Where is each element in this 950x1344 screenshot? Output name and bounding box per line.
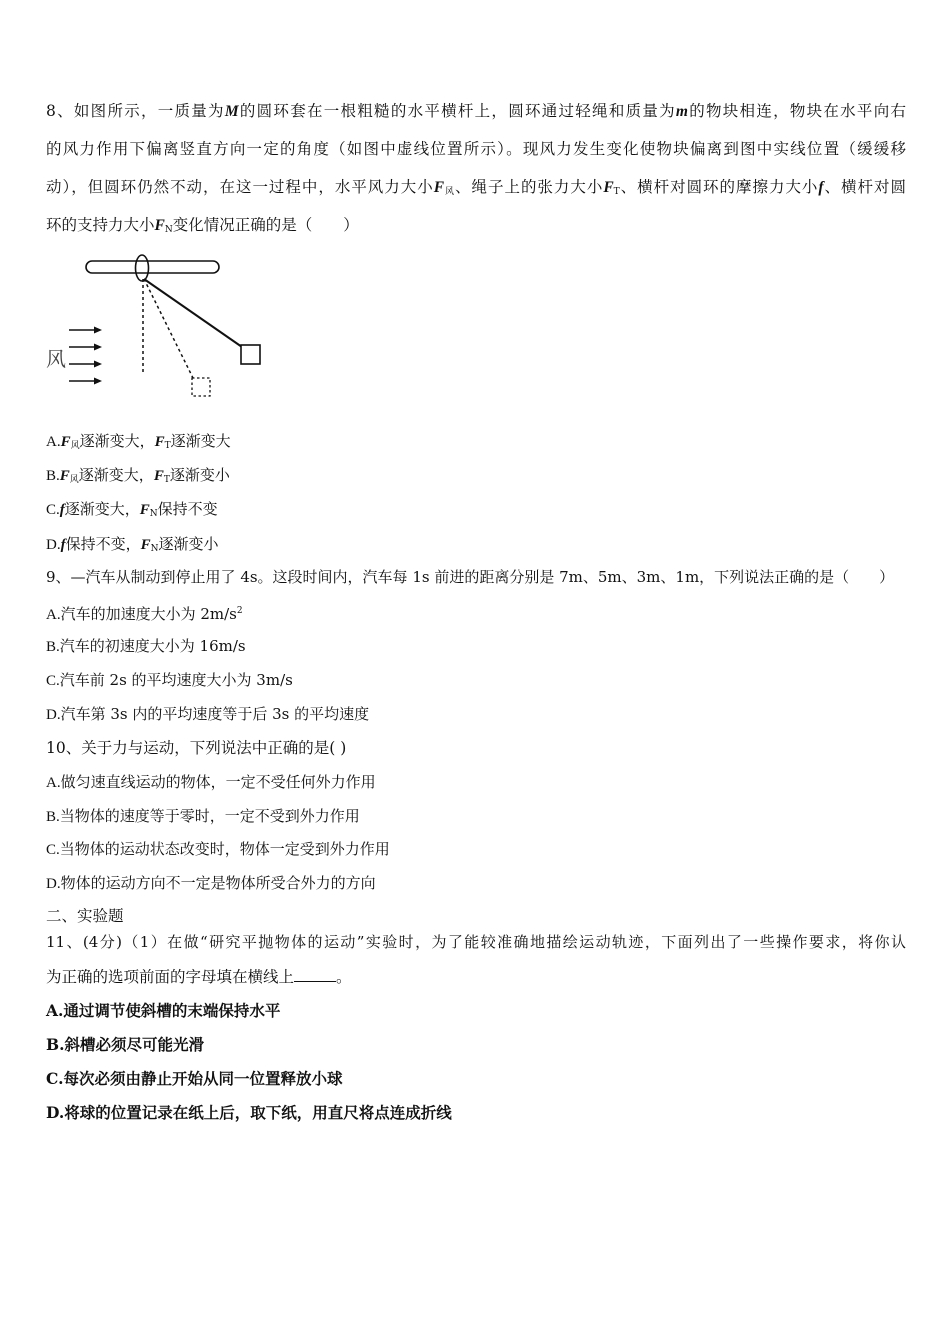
q8-figure (40, 252, 280, 410)
q9-option-a: A.汽车的加速度大小为 $2m/s^2$ (46, 605, 243, 623)
q8-option-b: $B.F_风$逐渐变大，$F_T$逐渐变小 (46, 466, 230, 485)
var-M: M (224, 103, 239, 120)
q11-option-c: C.每次必须由静止开始从同一位置释放小球 (46, 1069, 343, 1088)
wind-arrows (69, 327, 102, 385)
q9-option-b: B.汽车的初速度大小为 16m/s (46, 637, 246, 655)
q10-option-a: A.做匀速直线运动的物体，一定不受任何外力作用 (46, 773, 376, 791)
solid-block (241, 345, 260, 364)
q10-option-c: C.当物体的运动状态改变时，物体一定受到外力作用 (46, 840, 390, 858)
section-title-experiment: 二、实验题 (46, 907, 124, 925)
dashed-block (192, 378, 210, 396)
q9-option-d: D.汽车第 3s 内的平均速度等于后 3s 的平均速度 (46, 705, 370, 723)
q11-option-a: A.通过调节使斜槽的末端保持水平 (46, 1001, 281, 1020)
q8-option-c: C.f逐渐变大，$F_N$保持不变 (46, 500, 218, 519)
q10-option-d: D.物体的运动方向不一定是物体所受合外力的方向 (46, 874, 376, 892)
q8-option-d: D.f保持不变，$F_N$逐渐变小 (46, 535, 219, 554)
q8-stem-line-2: 的风力作用下偏离竖直方向一定的角度（如图中虚线位置所示）。现风力发生变化使物块偏离到图中实线位置（缓缓移 (46, 140, 906, 158)
q8-option-a: $A.F_风$逐渐变大，$F_T$逐渐变大 (46, 432, 231, 451)
q11-stem-line-1: 11、(4分)（1）在做“研究平抛物体的运动”实验时，为了能较准确地描绘运动轨迹，下面列出了一些操作要求，将你认 (46, 933, 906, 951)
ring (136, 255, 149, 281)
q10-stem: 10、关于力与运动，下列说法中正确的是( ) (46, 739, 347, 757)
q9-stem: 9、—汽车从制动到停止用了 4s。这段时间内，汽车每 1s 前进的距离分别是 7m、5m、3m、1m，下列说法正确的是（ ） (46, 568, 895, 586)
q11-stem-line-2: 为正确的选项前面的字母填在横线上 。 (46, 968, 352, 986)
horizontal-rod (86, 261, 219, 273)
q10-option-b: B.当物体的速度等于零时，一定不受到外力作用 (46, 807, 360, 825)
q11-option-d: D.将球的位置记录在纸上后，取下纸，用直尺将点连成折线 (46, 1103, 452, 1122)
q8-stem-line-4: 环的支持力大小$F_N$变化情况正确的是（ ） (46, 216, 359, 235)
q9-option-c: C.汽车前 2s 的平均速度大小为 3m/s (46, 671, 293, 689)
var-m: m (675, 103, 688, 120)
q8-stem-line-1: 8、如图所示，一质量为M的圆环套在一根粗糙的水平横杆上，圆环通过轻绳和质量为m的物块相连，物块在水平向右 (46, 102, 906, 120)
dashed-rope (144, 279, 193, 378)
q11-option-b: B.斜槽必须尽可能光滑 (46, 1035, 204, 1054)
wind-label: 风 (46, 347, 66, 371)
solid-rope (144, 279, 242, 347)
answer-blank (294, 967, 336, 982)
q8-stem-line-3: 动），但圆环仍然不动，在这一过程中，水平风力大小$F_风$、绳子上的张力大小$F_T$、横杆对圆环的摩擦力大小f、横杆对圆 (46, 178, 906, 197)
